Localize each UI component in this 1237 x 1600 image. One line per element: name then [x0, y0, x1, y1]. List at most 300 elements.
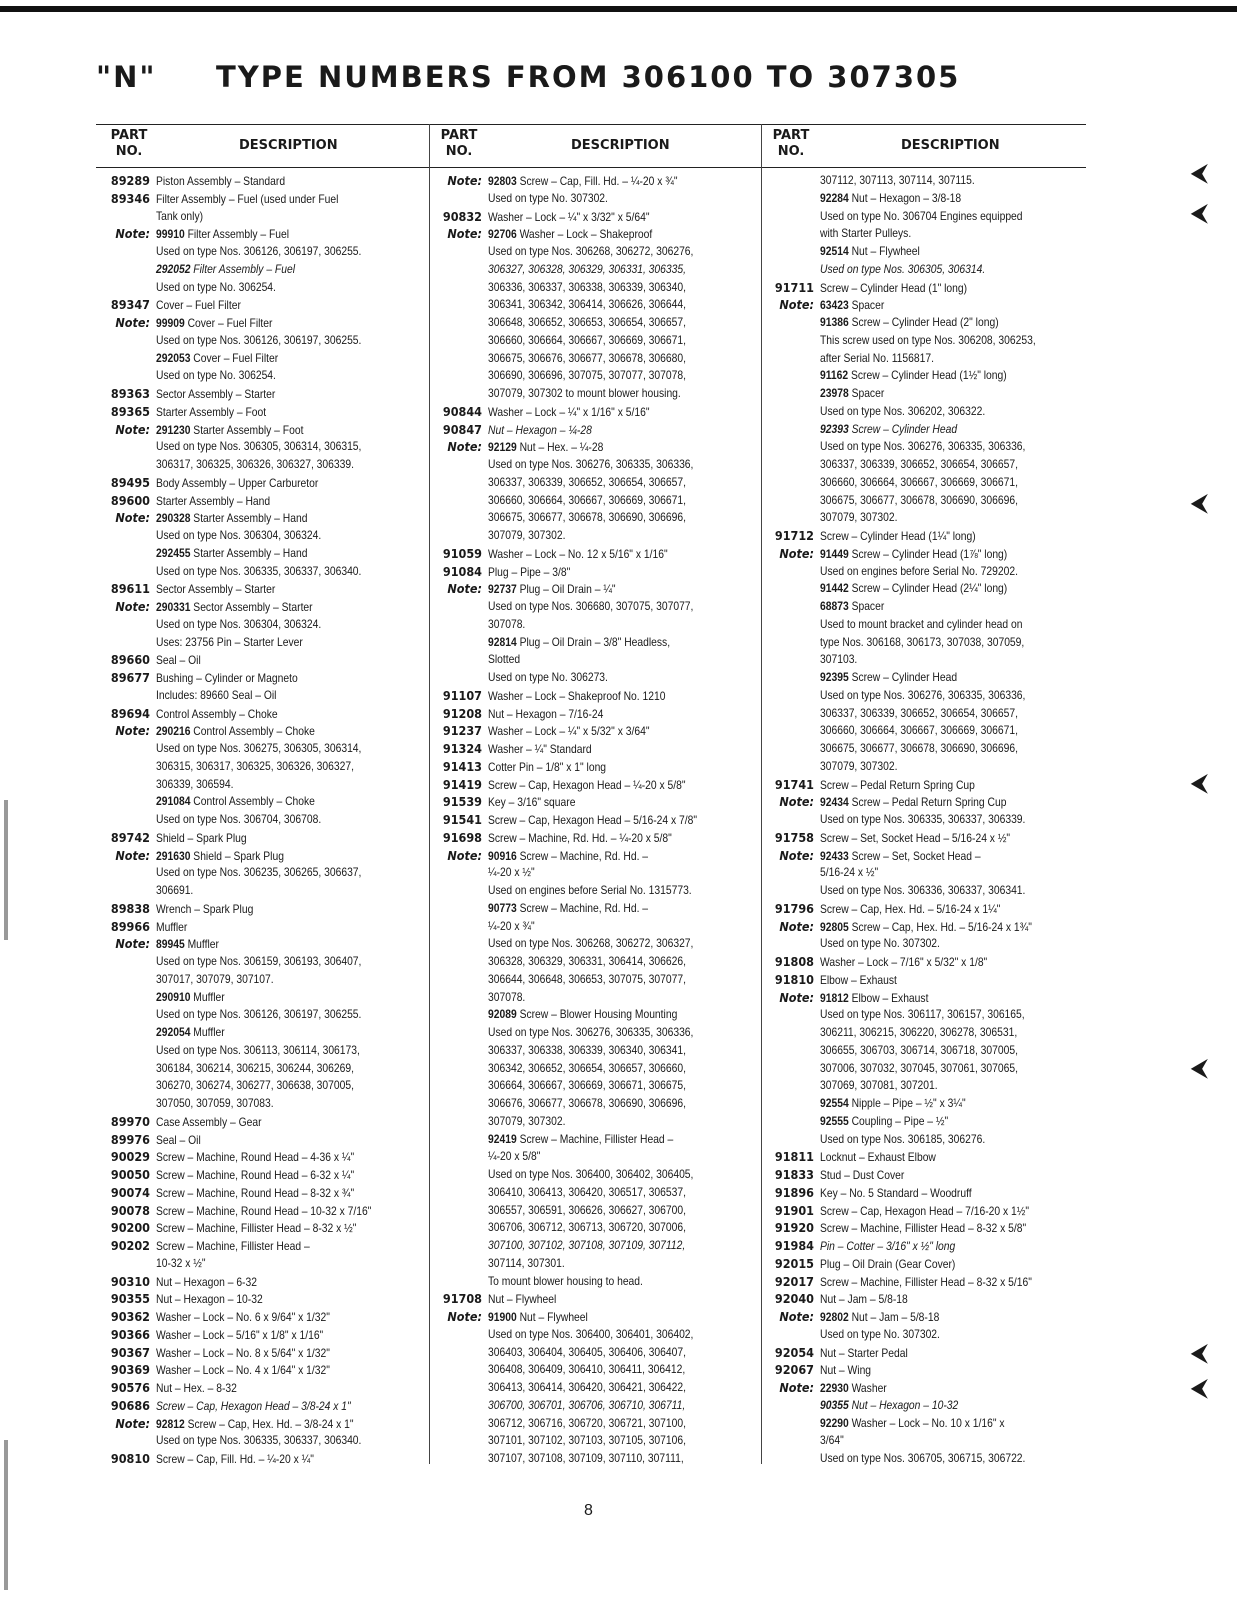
- part-description: [156, 989, 225, 1007]
- description-text: 5/16-24 x ½": [820, 865, 879, 880]
- part-number: 91324: [442, 741, 482, 756]
- description-text: Used on type Nos. 306680, 307075, 307077,: [488, 599, 694, 613]
- part-description: [156, 1060, 354, 1078]
- part-number: 89660: [110, 652, 150, 668]
- description-text: Cover – Fuel Filter: [156, 298, 241, 313]
- description-text: Used on type Nos. 306126, 306197, 306255.: [156, 332, 362, 347]
- part-description: [820, 830, 1010, 848]
- continuation-row: [428, 1219, 758, 1237]
- part-description: [488, 190, 608, 208]
- continuation-row: [96, 634, 426, 652]
- part-row: [760, 1166, 1090, 1184]
- continuation-row: [428, 651, 758, 669]
- part-number: 90200: [110, 1220, 150, 1236]
- description-text: Used on type No. 306254.: [156, 368, 276, 383]
- note-row: [96, 935, 426, 953]
- part-description: [820, 1167, 904, 1185]
- continuation-row: [760, 261, 1090, 279]
- part-description: [488, 1344, 686, 1362]
- part-row: [96, 1450, 426, 1468]
- part-description: [820, 848, 981, 866]
- header-description: DESCRIPTION: [901, 138, 1000, 153]
- description-text: Nut – Flywheel: [848, 244, 920, 258]
- part-description: [156, 386, 275, 404]
- part-description: [820, 456, 1018, 474]
- description-text: Used on type Nos. 306335, 306337, 306339.: [820, 812, 1026, 826]
- note-row: [760, 1379, 1090, 1397]
- part-description: [488, 864, 535, 882]
- part-description: [488, 651, 520, 669]
- continuation-row: [96, 208, 426, 226]
- part-description: [488, 759, 606, 777]
- part-description: [488, 474, 686, 492]
- header-no: NO.: [445, 144, 473, 159]
- part-description: [156, 191, 338, 209]
- description-text: Screw – Machine, Rd. Hd. –: [516, 900, 649, 915]
- description-text: 306675, 306677, 306678, 306690, 306696,: [820, 492, 1019, 507]
- part-description: [820, 634, 1024, 652]
- part-description: [488, 296, 686, 314]
- description-text: Washer – Lock – 7/16" x 5/32" x 1/8": [820, 955, 988, 969]
- description-text: Used on type Nos. 306235, 306265, 306637,: [156, 865, 362, 880]
- margin-mark: ⮜: [1191, 160, 1207, 185]
- part-description: [488, 900, 648, 918]
- alt-part-number: 92706: [488, 227, 517, 242]
- title-text: TYPE NUMBERS FROM 306100 TO 307305: [216, 60, 961, 94]
- continuation-row: [428, 1450, 758, 1468]
- continuation-row: [428, 1131, 758, 1149]
- part-row: [760, 1237, 1090, 1255]
- part-description: [820, 1415, 1005, 1433]
- part-description: [820, 261, 985, 279]
- part-description: [156, 404, 266, 422]
- part-description: [488, 385, 681, 403]
- part-description: [156, 350, 278, 368]
- part-description: [820, 492, 1018, 510]
- part-description: [488, 1255, 565, 1273]
- description-text: Screw – Cylinder Head (1½" long): [848, 368, 1007, 383]
- part-description: [820, 208, 1023, 226]
- part-number: 91711: [774, 279, 814, 295]
- part-number: 91107: [442, 687, 482, 703]
- alt-part-number: 92514: [820, 244, 849, 258]
- continuation-row: [96, 1006, 426, 1024]
- part-description: [156, 1006, 361, 1024]
- continuation-row: [428, 1042, 758, 1060]
- part-row: [428, 793, 758, 811]
- continuation-row: [760, 385, 1090, 403]
- part-description: [488, 314, 686, 332]
- description-text: Screw – Set, Socket Head –: [848, 848, 981, 863]
- continuation-row: [760, 722, 1090, 740]
- part-row: [428, 758, 758, 776]
- part-description: [156, 793, 315, 811]
- part-number: 90844: [442, 403, 482, 419]
- part-number: 92015: [774, 1255, 814, 1271]
- part-number: 89694: [110, 705, 150, 721]
- part-description: [820, 350, 934, 368]
- description-text: Elbow – Exhaust: [848, 990, 929, 1005]
- continuation-row: [428, 918, 758, 936]
- description-text: Starter Assembly – Hand: [190, 511, 308, 526]
- description-text: with Starter Pulleys.: [820, 226, 912, 241]
- part-description: [156, 882, 193, 900]
- part-description: [156, 332, 361, 350]
- part-description: [820, 546, 1007, 564]
- alt-part-number: 90355: [820, 1397, 849, 1412]
- description-text: Used on type Nos. 306276, 306335, 306336,: [820, 439, 1026, 454]
- continuation-row: [428, 989, 758, 1007]
- part-description: [820, 1309, 939, 1327]
- part-description: [488, 1326, 693, 1344]
- continuation-row: [760, 509, 1090, 527]
- part-description: [488, 1291, 556, 1309]
- part-number: 89495: [110, 474, 150, 490]
- part-number: 91413: [442, 758, 482, 774]
- description-text: Nut – Hexagon – 7/16-24: [488, 706, 604, 721]
- note-label: Note:: [115, 936, 150, 952]
- part-description: [156, 456, 354, 474]
- description-text: Filter Assembly – Fuel: [190, 261, 296, 276]
- note-row: [760, 989, 1090, 1007]
- description-text: Cover – Fuel Filter: [190, 350, 279, 365]
- alt-part-number: 92814: [488, 634, 517, 649]
- alt-part-number: 91812: [820, 990, 849, 1005]
- continuation-row: [428, 634, 758, 652]
- part-description: [820, 1238, 955, 1256]
- alt-part-number: 291230: [156, 422, 191, 437]
- description-text: Used on type Nos. 306400, 306402, 306405,: [488, 1167, 694, 1181]
- part-description: [820, 1256, 955, 1274]
- part-number: 91698: [442, 829, 482, 845]
- part-description: [488, 1361, 685, 1379]
- description-text: Cover – Fuel Filter: [184, 316, 273, 330]
- description-text: Starter Assembly – Foot: [190, 422, 304, 437]
- alt-part-number: 22930: [820, 1381, 849, 1395]
- part-description: [156, 422, 303, 440]
- description-text: Screw – Blower Housing Mounting: [516, 1007, 678, 1022]
- description-text: Nut – Jam – 5/8-18: [848, 1310, 940, 1324]
- description-text: 307006, 307032, 307045, 307061, 307065,: [820, 1060, 1019, 1075]
- part-description: [488, 918, 535, 936]
- part-row: [428, 776, 758, 794]
- continuation-row: [428, 953, 758, 971]
- note-label: Note:: [779, 545, 814, 561]
- part-description: [488, 279, 686, 297]
- part-description: [488, 723, 649, 741]
- description-text: Nut – Starter Pedal: [820, 1345, 908, 1360]
- part-description: [156, 706, 278, 724]
- continuation-row: [428, 882, 758, 900]
- note-row: [96, 1415, 426, 1433]
- part-description: [820, 172, 975, 190]
- part-description: [488, 1060, 686, 1078]
- description-text: Screw – Cylinder Head (2¼" long): [848, 581, 1008, 596]
- description-text: Washer – Lock – No. 6 x 9/64" x 1/32": [156, 1310, 330, 1324]
- note-label: Note:: [115, 723, 150, 739]
- description-text: 306317, 306325, 306326, 306327, 306339.: [156, 457, 355, 471]
- part-description: [820, 225, 911, 243]
- description-text: Plug – Pipe – 3/8": [488, 564, 571, 579]
- part-description: [488, 971, 686, 989]
- header-part: PART: [110, 128, 148, 143]
- part-row: [96, 1219, 426, 1237]
- alt-part-number: 92395: [820, 670, 849, 684]
- note-label: Note:: [115, 226, 150, 242]
- description-text: 306691.: [156, 883, 194, 897]
- description-text: Filter Assembly – Fuel (used under Fuel: [156, 191, 339, 206]
- description-text: Used on type Nos. 306400, 306401, 306402,: [488, 1326, 694, 1341]
- description-text: Screw – Machine, Round Head – 6-32 x ¼": [156, 1168, 355, 1182]
- description-text: Nut – Hexagon – 3/8-18: [848, 190, 962, 205]
- description-text: 307101, 307102, 307103, 307105, 307106,: [488, 1433, 687, 1448]
- continuation-row: [428, 1024, 758, 1042]
- alt-part-number: 91386: [820, 315, 849, 329]
- part-number: 89365: [110, 403, 150, 419]
- part-row: [760, 953, 1090, 971]
- part-description: [156, 1185, 354, 1203]
- part-number: 91059: [442, 545, 482, 561]
- continuation-row: [760, 1077, 1090, 1095]
- description-text: Used on type Nos. 306336, 306337, 306341.: [820, 883, 1026, 897]
- part-description: [820, 794, 1006, 812]
- description-text: 306408, 306409, 306410, 306411, 306412,: [488, 1362, 686, 1377]
- description-text: 307017, 307079, 307107.: [156, 971, 274, 986]
- description-text: Sector Assembly – Starter: [190, 600, 313, 614]
- continuation-row: [428, 350, 758, 368]
- description-text: Nipple – Pipe – ½" x 3¼": [848, 1096, 966, 1110]
- description-text: Muffler: [184, 937, 219, 952]
- note-row: [428, 438, 758, 456]
- part-description: [820, 190, 961, 208]
- part-description: [156, 971, 274, 989]
- part-number: 89838: [110, 900, 150, 916]
- part-description: [820, 243, 920, 261]
- part-description: [156, 1309, 330, 1327]
- part-description: [156, 1024, 225, 1042]
- part-description: [488, 1077, 686, 1095]
- part-row: [96, 385, 426, 403]
- description-text: Seal – Oil: [156, 1132, 201, 1147]
- continuation-row: [96, 279, 426, 297]
- part-description: [488, 1148, 540, 1166]
- description-text: Used on type Nos. 306159, 306193, 306407,: [156, 954, 362, 968]
- description-text: Used on type Nos. 306704, 306708.: [156, 812, 322, 826]
- description-text: Screw – Cap, Hex. Hd. – 5/16-24 x 1¾": [848, 919, 1032, 934]
- part-row: [96, 900, 426, 918]
- part-description: [820, 474, 1018, 492]
- description-text: Piston Assembly – Standard: [156, 174, 286, 188]
- part-number: 91920: [774, 1220, 814, 1236]
- part-description: [820, 1220, 1026, 1238]
- part-row: [96, 1131, 426, 1149]
- alt-part-number: 89945: [156, 937, 185, 952]
- description-text: Key – No. 5 Standard – Woodruff: [820, 1185, 972, 1200]
- part-description: [488, 527, 565, 545]
- continuation-row: [428, 669, 758, 687]
- alt-part-number: 92803: [488, 174, 517, 188]
- continuation-row: [760, 1450, 1090, 1468]
- continuation-row: [96, 864, 426, 882]
- description-text: Filter Assembly – Fuel: [184, 227, 290, 242]
- description-text: Muffler: [190, 1025, 225, 1039]
- header-part-no: [106, 128, 152, 160]
- description-text: 306337, 306339, 306652, 306654, 306657,: [820, 705, 1019, 720]
- continuation-row: [428, 864, 758, 882]
- continuation-row: [760, 1113, 1090, 1131]
- description-text: Washer – ¼" Standard: [488, 742, 592, 756]
- part-description: [156, 811, 321, 829]
- part-number: 89966: [110, 918, 150, 934]
- part-description: [156, 830, 247, 848]
- part-number: 91712: [774, 528, 814, 543]
- description-text: To mount blower housing to head.: [488, 1273, 643, 1288]
- description-text: Washer – Lock – No. 12 x 5/16" x 1/16": [488, 546, 668, 561]
- description-text: Nut – Hex. – 8-32: [156, 1381, 237, 1395]
- continuation-row: [428, 243, 758, 261]
- part-number: 91901: [774, 1202, 814, 1218]
- part-row: [428, 705, 758, 723]
- part-description: [156, 1291, 263, 1309]
- part-description: [820, 777, 975, 795]
- continuation-row: [96, 882, 426, 900]
- part-description: [156, 279, 276, 297]
- description-text: Nut – Hexagon – ¼-28: [488, 422, 592, 437]
- part-description: [488, 1432, 686, 1450]
- part-row: [760, 279, 1090, 297]
- part-row: [428, 403, 758, 421]
- description-text: 306676, 306677, 306678, 306690, 306696,: [488, 1096, 687, 1110]
- part-description: [156, 1416, 354, 1434]
- alt-part-number: 99909: [156, 316, 185, 330]
- description-text: Washer – Lock – Shakeproof No. 1210: [488, 688, 666, 703]
- part-number: 90847: [442, 421, 482, 437]
- description-text: Screw – Machine, Fillister Head –: [516, 1131, 674, 1146]
- continuation-row: [760, 935, 1090, 953]
- description-text: Washer – Lock – Shakeproof: [516, 227, 653, 242]
- continuation-row: [428, 367, 758, 385]
- part-row: [760, 1273, 1090, 1291]
- description-text: 306327, 306328, 306329, 306331, 306335,: [488, 261, 687, 276]
- description-text: Screw – Cylinder Head (2" long): [848, 315, 999, 329]
- part-description: [488, 848, 648, 866]
- description-text: 306675, 306676, 306677, 306678, 306680,: [488, 350, 687, 365]
- continuation-row: [96, 616, 426, 634]
- part-description: [820, 1345, 908, 1363]
- continuation-row: [428, 1415, 758, 1433]
- continuation-row: [760, 208, 1090, 226]
- description-text: 307114, 307301.: [488, 1255, 565, 1270]
- continuation-row: [428, 1095, 758, 1113]
- part-description: [488, 1237, 685, 1255]
- note-row: [96, 847, 426, 865]
- description-text: This screw used on type Nos. 306208, 306253,: [820, 332, 1036, 347]
- description-text: Used on type Nos. 306202, 306322.: [820, 403, 986, 418]
- continuation-row: [760, 421, 1090, 439]
- margin-mark: ⮜: [1191, 1375, 1207, 1400]
- continuation-row: [760, 492, 1090, 510]
- continuation-row: [428, 279, 758, 297]
- description-text: type Nos. 306168, 306173, 307038, 307059,: [820, 634, 1025, 649]
- description-text: 3/64": [820, 1433, 844, 1448]
- part-description: [156, 848, 284, 866]
- alt-part-number: 92129: [488, 440, 517, 455]
- continuation-row: [760, 687, 1090, 705]
- part-description: [156, 1220, 356, 1238]
- description-text: 306675, 306677, 306678, 306690, 306696,: [820, 741, 1019, 755]
- description-text: Used on type Nos. 306304, 306324.: [156, 616, 322, 631]
- description-text: Used on type Nos. 306305, 306314, 306315,: [156, 439, 362, 454]
- margin-mark: ⮜: [1191, 1055, 1207, 1080]
- part-description: [156, 581, 275, 599]
- description-text: 306342, 306652, 306654, 306657, 306660,: [488, 1060, 687, 1075]
- description-text: Used on type No. 307302.: [820, 936, 940, 951]
- part-description: [820, 990, 928, 1008]
- note-row: [428, 1308, 758, 1326]
- continuation-row: [760, 1397, 1090, 1415]
- part-description: [820, 1326, 940, 1344]
- note-label: Note:: [447, 439, 482, 455]
- description-text: 306655, 306703, 306714, 306718, 307005,: [820, 1042, 1019, 1057]
- continuation-row: [760, 882, 1090, 900]
- description-text: 306660, 306664, 306667, 306669, 306671,: [820, 723, 1019, 738]
- part-description: [488, 953, 686, 971]
- part-number: 90078: [110, 1202, 150, 1218]
- description-text: Control Assembly – Choke: [190, 794, 315, 809]
- part-number: 90355: [110, 1291, 150, 1307]
- part-row: [760, 1290, 1090, 1308]
- continuation-row: [428, 971, 758, 989]
- alt-part-number: 292052: [156, 261, 191, 276]
- continuation-row: [428, 385, 758, 403]
- part-description: [820, 901, 1000, 919]
- description-text: Screw – Machine, Round Head – 10-32 x 7/16": [156, 1203, 372, 1218]
- description-text: Used on engines before Serial No. 1315773.: [488, 883, 692, 897]
- continuation-row: [428, 527, 758, 545]
- continuation-row: [428, 492, 758, 510]
- part-description: [820, 758, 897, 776]
- part-row: [96, 1148, 426, 1166]
- title-prefix: "N": [96, 60, 157, 94]
- description-text: 306339, 306594.: [156, 776, 234, 791]
- part-description: [820, 1113, 948, 1131]
- description-text: Screw – Cap, Hexagon Head – 5/16-24 x 7/8": [488, 813, 698, 827]
- part-number: 92017: [774, 1273, 814, 1289]
- description-text: Used to mount bracket and cylinder head on: [820, 616, 1023, 631]
- description-text: ¼-20 x ½": [488, 865, 535, 880]
- continuation-row: [428, 1006, 758, 1024]
- scan-edge-mark: [4, 800, 8, 940]
- description-text: Used on type Nos. 306335, 306337, 306340.: [156, 563, 362, 578]
- description-text: Shield – Spark Plug: [156, 830, 247, 845]
- description-text: 306341, 306342, 306414, 306626, 306644,: [488, 297, 687, 312]
- part-number: 90362: [110, 1309, 150, 1324]
- continuation-row: [760, 563, 1090, 581]
- description-text: 306557, 306591, 306626, 306627, 306700,: [488, 1202, 687, 1217]
- part-row: [96, 580, 426, 598]
- part-description: [820, 687, 1025, 705]
- part-description: [488, 1397, 685, 1415]
- description-text: 10-32 x ½": [156, 1255, 206, 1270]
- continuation-row: [96, 953, 426, 971]
- description-text: 306336, 306337, 306338, 306339, 306340,: [488, 279, 687, 294]
- description-text: Screw – Machine, Rd. Hd. –: [516, 848, 649, 863]
- part-row: [760, 1202, 1090, 1220]
- description-text: 306712, 306716, 306720, 306721, 307100,: [488, 1415, 687, 1430]
- part-number: 91708: [442, 1291, 482, 1307]
- description-text: 306706, 306712, 306713, 306720, 307006,: [488, 1220, 687, 1235]
- part-description: [156, 919, 187, 937]
